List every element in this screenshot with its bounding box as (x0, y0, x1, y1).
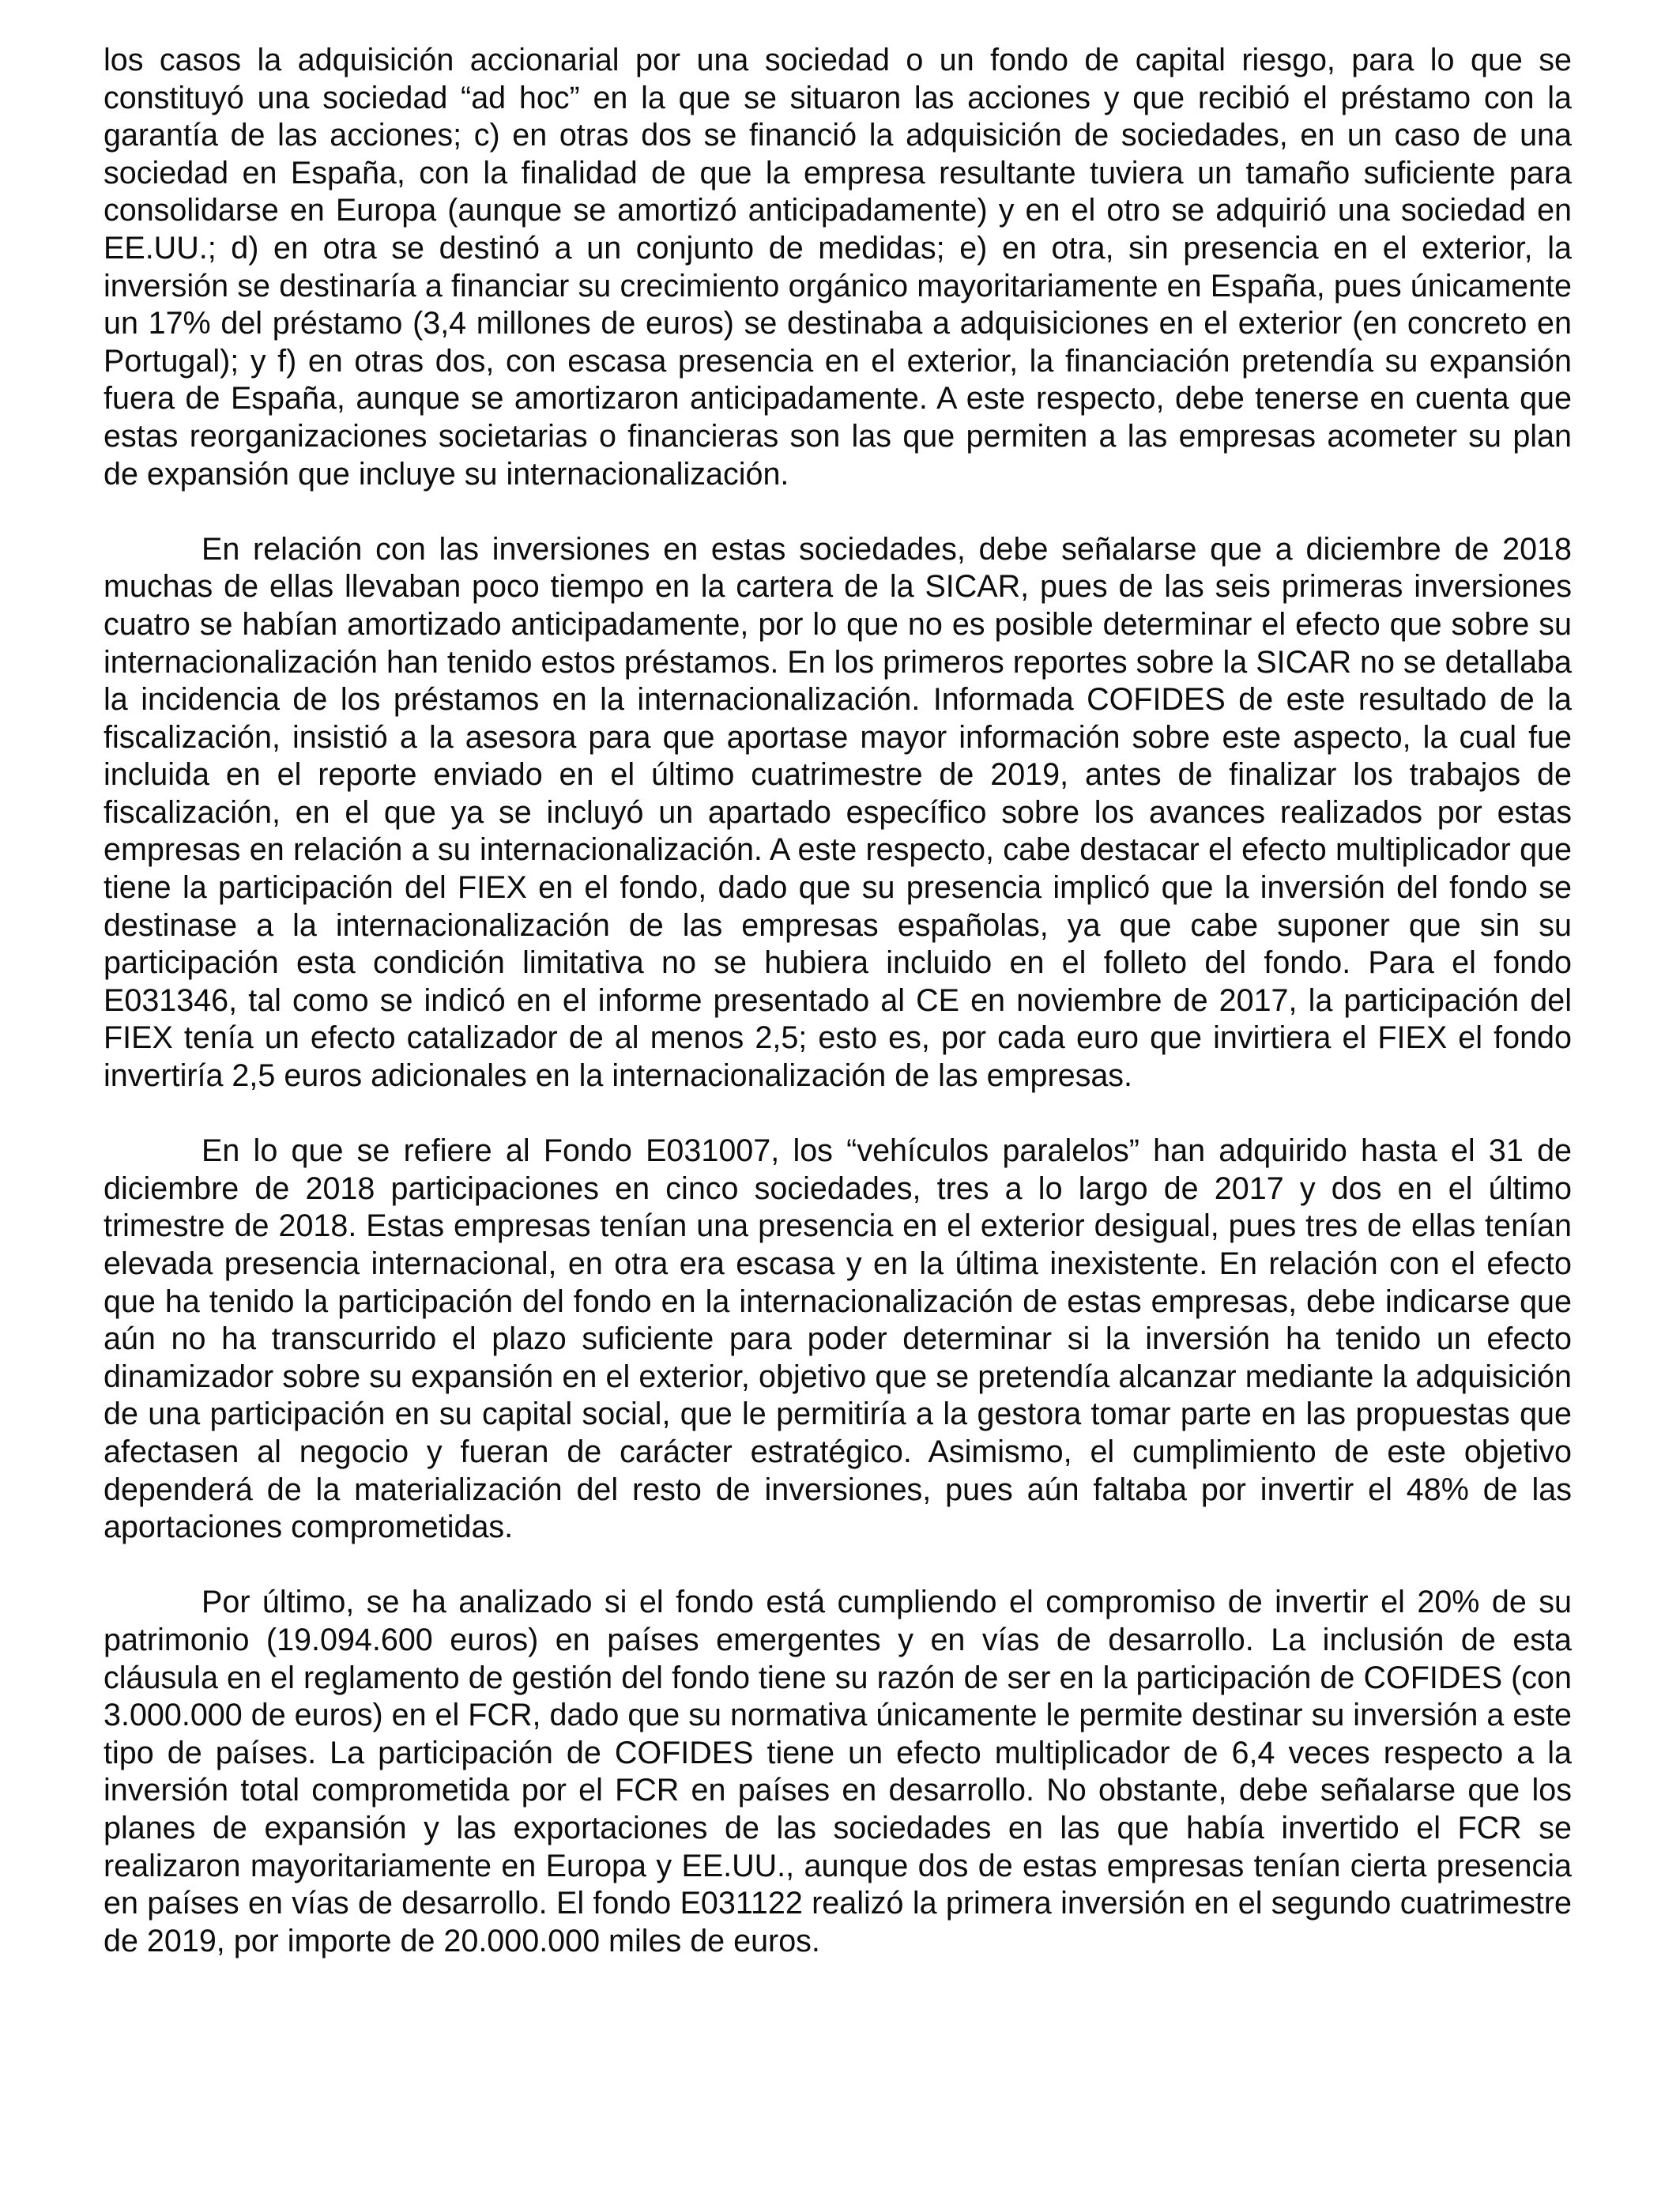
paragraph-emerging-countries: Por último, se ha analizado si el fondo está cumpliendo el compromiso de invertir el 20% de su patrimonio (19.094.600 euros) en países emergentes y en vías de desarrollo. La inclusión de esta cláusula en el reglamento de gestión del fondo tiene su razón de ser en la participación de COFIDES (con 3.000.000 de euros) en el FCR, dado que su normativa únicamente le permite destinar su inversión a este tipo de países. La participación de COFIDES tiene un efecto multiplicador de 6,4 veces respecto a la inversión total comprometida por el FCR en países en desarrollo. No obstante, debe señalarse que los planes de expansión y las exportaciones de las sociedades en las que había invertido el FCR se realizaron mayoritariamente en Europa y EE.UU., aunque dos de estas empresas tenían cierta presencia en países en vías de desarrollo. El fondo E031122 realizó la primera inversión en el segundo cuatrimestre de 2019, por importe de 20.000.000 miles de euros. (104, 1585, 1572, 1958)
paragraph-fondo-e031007: En lo que se refiere al Fondo E031007, los “vehículos paralelos” han adquirido hasta el 31 de diciembre de 2018 participaciones en cinco sociedades, tres a lo largo de 2017 y dos en el último trimestre de 2018. Estas empresas tenían una presencia en el exterior desigual, pues tres de ellas tenían elevada presencia internacional, en otra era escasa y en la última inexistente. En relación con el efecto que ha tenido la participación del fondo en la internacionalización de estas empresas, debe indicarse que aún no ha transcurrido el plazo suficiente para poder determinar si la inversión ha tenido un efecto dinamizador sobre su expansión en el exterior, objetivo que se pretendía alcanzar mediante la adquisición de una participación en su capital social, que le permitiría a la gestora tomar parte en las propuestas que afectasen al negocio y fueran de carácter estratégico. Asimismo, el cumplimiento de este objetivo dependerá de la materialización del resto de inversiones, pues aún faltaba por invertir el 48% de las aportaciones comprometidas. (104, 1133, 1572, 1545)
paragraph-continuation: los casos la adquisición accionarial por una sociedad o un fondo de capital riesgo, para lo que se constituyó una sociedad “ad hoc” en la que se situaron las acciones y que recibió el préstamo con la garantía de las acciones; c) en otras dos se financió la adquisición de sociedades, en un caso de una sociedad en España, con la finalidad de que la empresa resultante tuviera un tamaño suficiente para consolidarse en Europa (aunque se amortizó anticipadamente) y en el otro se adquirió una sociedad en EE.UU.; d) en otra se destinó a un conjunto de medidas; e) en otra, sin presencia en el exterior, la inversión se destinaría a financiar su crecimiento orgánico mayoritariamente en España, pues únicamente un 17% del préstamo (3,4 millones de euros) se destinaba a adquisiciones en el exterior (en concreto en Portugal); y f) en otras dos, con escasa presencia en el exterior, la financiación pretendía su expansión fuera de España, aunque se amortizaron anticipadamente. A este respecto, debe tenerse en cuenta que estas reorganizaciones societarias o financieras son las que permiten a las empresas acometer su plan de expansión que incluye su internacionalización. (104, 43, 1572, 492)
paragraph-sicar-investments: En relación con las inversiones en estas sociedades, debe señalarse que a diciembre de 2018 muchas de ellas llevaban poco tiempo en la cartera de la SICAR, pues de las seis primeras inversiones cuatro se habían amortizado anticipadamente, por lo que no es posible determinar el efecto que sobre su internacionalización han tenido estos préstamos. En los primeros reportes sobre la SICAR no se detallaba la incidencia de los préstamos en la internacionalización. Informada COFIDES de este resultado de la fiscalización, insistió a la asesora para que aportase mayor información sobre este aspecto, la cual fue incluida en el reporte enviado en el último cuatrimestre de 2019, antes de finalizar los trabajos de fiscalización, en el que ya se incluyó un apartado específico sobre los avances realizados por estas empresas en relación a su internacionalización. A este respecto, cabe destacar el efecto multiplicador que tiene la participación del FIEX en el fondo, dado que su presencia implicó que la inversión del fondo se destinase a la internacionalización de las empresas españolas, ya que cabe suponer que sin su participación esta condición limitativa no se hubiera incluido en el folleto del fondo. Para el fondo E031346, tal como se indicó en el informe presentado al CE en noviembre de 2017, la participación del FIEX tenía un efecto catalizador de al menos 2,5; esto es, por cada euro que invirtiera el FIEX el fondo invertiría 2,5 euros adicionales en la internacionalización de las empresas. (104, 531, 1572, 1094)
document-page (104, 42, 1572, 1960)
